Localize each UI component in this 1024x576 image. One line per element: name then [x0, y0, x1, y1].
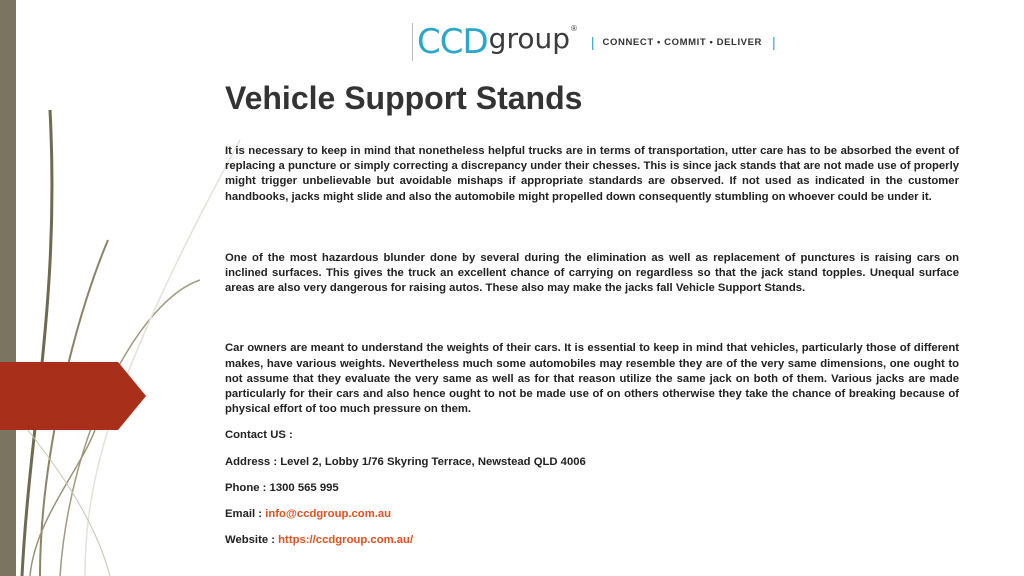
logo-separator-end: | — [772, 34, 776, 50]
paragraph-1: It is necessary to keep in mind that nonetheless helpful trucks are in terms of transportation, utter care has to be absorbed the event of replacing a puncture or simply correcting a discrepancy under their chesses. This is since jack stands that are not made use of properly might trigger unbelievable but avoidable mishaps if appropriate standards are observed. If not used as indicated in the customer handbooks, jacks might slide and also the automobile might propelled down consequently stumbling on whoever could be under it. — [225, 145, 959, 203]
arrow-shape — [0, 362, 150, 430]
website-link[interactable]: https://ccdgroup.com.au/ — [278, 534, 414, 547]
decorative-curves — [0, 0, 260, 576]
paragraph-3: Car owners are meant to understand the weights of their cars. It is essential to keep in mind that vehicles, particularly those of different makes, have various weights. Nevertheless much some automobiles may resemble they are of the very same dimensions, one ought to not assume that they evaluate the very same as well as for that reason utilize the same jack on both of them. Various jacks are made particularly for their cars and also hence ought to not be made use of on others otherwise they take the chance of breaking because of physical effort of too much pressure on them. — [225, 342, 959, 416]
logo-group-text: group — [488, 22, 570, 55]
contact-website — [225, 533, 959, 548]
contact-heading: Contact US : — [225, 429, 293, 442]
logo-ccd-text: CCD — [417, 22, 488, 62]
logo-separator: | — [590, 34, 595, 50]
logo-divider — [412, 23, 413, 61]
paragraph-2: One of the most hazardous blunder done by several during the elimination as well as replacement of punctures is raising cars on inclined surfaces. This gives the truck an excellent chance of carrying on regardless so that the jack stand topples. Unequal surface areas are also very dangerous for raising autos. These also may make the jacks fall Vehicle Support Stands. — [225, 251, 959, 295]
main-content — [225, 144, 959, 559]
page-title: Vehicle Support Stands — [225, 80, 583, 116]
contact-phone: Phone : 1300 565 995 — [225, 481, 339, 494]
email-link[interactable]: info@ccdgroup.com.au — [265, 508, 392, 521]
logo-tagline: CONNECT • COMMIT • DELIVER — [602, 36, 763, 48]
website-label: Website : — [225, 534, 279, 547]
email-label: Email : — [225, 508, 266, 521]
contact-email — [225, 507, 959, 522]
logo-registered-mark: ® — [571, 23, 577, 33]
ccd-group-logo — [412, 22, 782, 62]
contact-address: Address : Level 2, Lobby 1/76 Skyring Terrace, Newstead QLD 4006 — [225, 455, 586, 468]
